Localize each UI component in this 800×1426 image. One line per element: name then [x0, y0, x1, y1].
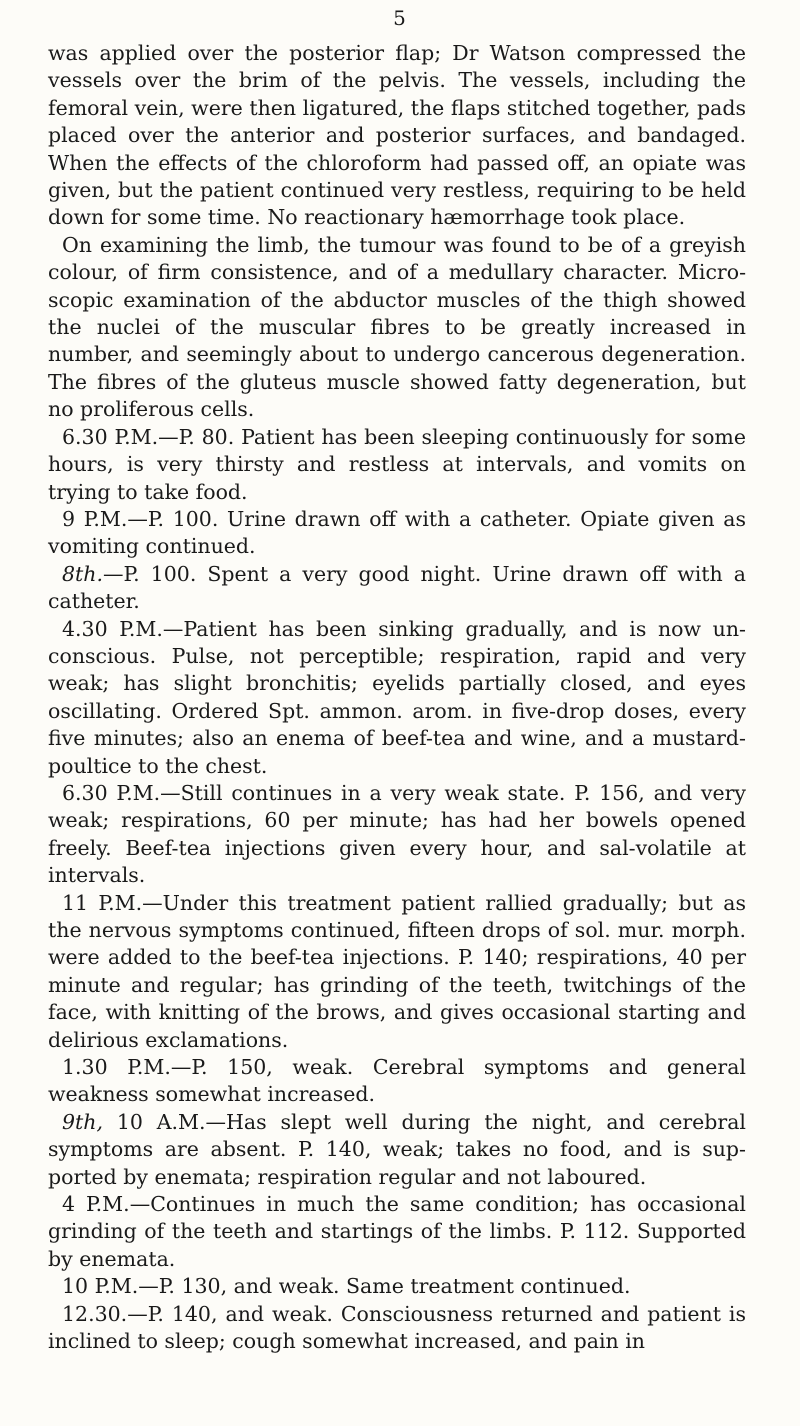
clinical-entry [48, 1191, 746, 1273]
clinical-entry [48, 506, 746, 561]
entry-time: 9 P.M. [62, 506, 128, 531]
clinical-entry [48, 1109, 746, 1191]
entry-text: 10 A.M.—Has slept well during the night, and cerebral symptoms are absent. P. 140, weak; takes no food, and is sup-ported by enemata; respiration regular and not laboured. [48, 1109, 746, 1189]
entry-text: 12.30.—P. 140, and weak. Consciousness returned and patient is inclined to sleep; cough somewhat increased, and pain in [48, 1301, 746, 1354]
paragraph-text: was applied over the posterior flap; Dr Watson compressed the vessels over the brim of the pelvis. The vessels, including the femoral vein, were then ligatured, the flaps stitched together, pads placed over the anterior and posterior surfaces, and bandaged. When the effects of the chloroform had passed off, an opiate was given, but the patient continued very restless, requiring to be held down for some time. No reactionary hæmorrhage took place. [48, 41, 746, 230]
entry-text: —P. 100. Urine drawn off with a catheter. Opiate given as vomiting continued. [48, 506, 746, 559]
clinical-entry [48, 890, 746, 1054]
paragraph-text: On examining the limb, the tumour was found to be of a greyish colour, of firm consistence, and of a medullary character. Micro-scopic examination of the abductor muscles of the thigh showed the nuclei of the muscular fibres to be greatly increased in number, and seemingly about to undergo cancerous degeneration. The fibres of the gluteus muscle showed fatty degeneration, but no proliferous cells. [48, 232, 746, 422]
entry-date: 8th. [62, 561, 103, 586]
entry-text: —Continues in much the same condition; has occasional grinding of the teeth and startings of the limbs. P. 112. Supported by enemata. [48, 1192, 746, 1271]
entry-time: 4 P.M. [62, 1192, 130, 1217]
entry-text: —P. 100. Spent a very good night. Urine drawn off with a catheter. [48, 561, 746, 614]
entry-date: 9th, [62, 1109, 103, 1134]
paragraph [48, 40, 746, 232]
clinical-entry [48, 1273, 746, 1300]
entry-time: 11 P.M. [62, 890, 143, 915]
clinical-entry [48, 424, 746, 506]
clinical-entry [48, 1301, 746, 1356]
body-text [48, 40, 746, 1356]
paragraph [48, 232, 746, 424]
page-number: 5 [393, 6, 407, 30]
entry-text: —Patient has been sinking gradually, and is now un-conscious. Pulse, not perceptible; respiration, rapid and very weak; has slight bronchitis; eyelids partially closed, and eyes oscillating. Ordered Spt. ammon. arom. in five-drop doses, every five minutes; also an enema of beef-tea and wine, and a mustard-poultice to the chest. [48, 616, 746, 778]
entry-text: —Under this treatment patient rallied gradually; but as the nervous symptoms continued, fifteen drops of sol. mur. morph. were added to the beef-tea injections. P. 140; respirations, 40 per minute and regular; has grinding of the teeth, twitchings of the face, with knitting of the brows, and gives occasional starting and delirious exclamations. [48, 890, 746, 1052]
entry-text: —P. 80. Patient has been sleeping continuously for some hours, is very thirsty and restless at intervals, and vomits on trying to take food. [48, 424, 746, 504]
entry-text: —P. 130, and weak. Same treatment continued. [138, 1274, 631, 1299]
clinical-entry [48, 561, 746, 616]
entry-time: 6.30 P.M. [62, 780, 161, 805]
clinical-entry [48, 780, 746, 890]
clinical-entry [48, 1054, 746, 1109]
entry-time: 4.30 P.M. [62, 616, 163, 641]
entry-time: 6.30 P.M. [62, 424, 159, 449]
entry-time: 10 P.M. [62, 1274, 139, 1299]
entry-text: —P. 150, weak. Cerebral symptoms and general weakness somewhat increased. [48, 1055, 746, 1107]
entry-text: —Still continues in a very weak state. P. 156, and very weak; respirations, 60 per minute; has had her bowels opened freely. Beef-tea injections given every hour, and sal-volatile at intervals. [48, 780, 746, 888]
entry-time: 1.30 P.M. [62, 1055, 171, 1080]
clinical-entry [48, 616, 746, 780]
